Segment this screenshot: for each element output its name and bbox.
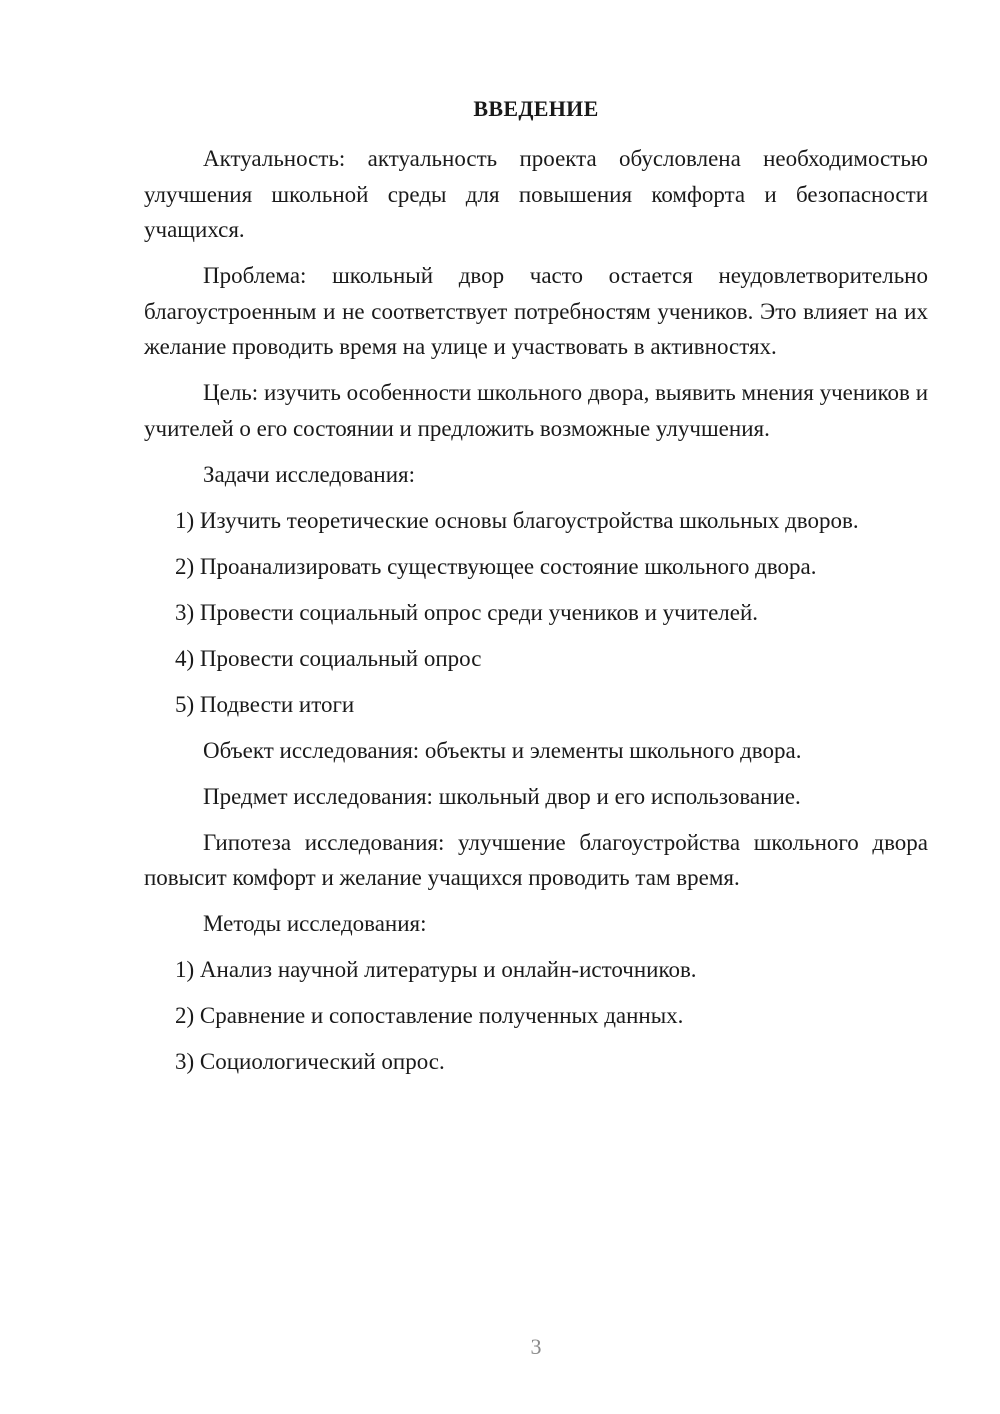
page-number: 3 [530, 1334, 542, 1359]
method-item-1: 1) Анализ научной литературы и онлайн-источников. [175, 957, 697, 982]
document-body [144, 141, 928, 1090]
relevance-paragraph: Актуальность: актуальность проекта обусловлена необходимостью улучшения школьной среды для повышения комфорта и безопасности учащихся. [144, 146, 928, 242]
tasks-title: Задачи исследования: [203, 461, 416, 487]
task-item-1: 1) Изучить теоретические основы благоустройства школьных дворов. [175, 507, 859, 533]
object-line: Объект исследования: объекты и элементы школьного двора. [203, 737, 802, 763]
methods-title: Методы исследования: [203, 911, 427, 936]
problem-paragraph: Проблема: школьный двор часто остается неудовлетворительно благоустроенным и не соответствует потребностям учеников. Это влияет на их желание проводить время на улице и участвовать в активностях. [144, 263, 928, 359]
task-item-2: 2) Проанализировать существующее состояние школьного двора. [175, 553, 817, 579]
goal-paragraph: Цель: изучить особенности школьного двора, выявить мнения учеников и учителей о его состоянии и предложить возможные улучшения. [144, 380, 928, 441]
subject-line: Предмет исследования: школьный двор и его использование. [203, 783, 801, 809]
task-item-3: 3) Провести социальный опрос среди учеников и учителей. [175, 599, 759, 625]
hypothesis-paragraph: Гипотеза исследования: улучшение благоустройства школьного двора повысит комфорт и желание учащихся проводить там время. [144, 829, 928, 890]
method-item-2: 2) Сравнение и сопоставление полученных данных. [175, 1003, 684, 1028]
section-heading: ВВЕДЕНИЕ [473, 96, 599, 121]
task-item-4: 4) Провести социальный опрос [175, 645, 482, 671]
method-item-3: 3) Социологический опрос. [175, 1049, 445, 1074]
task-item-5: 5) Подвести итоги [175, 691, 355, 717]
